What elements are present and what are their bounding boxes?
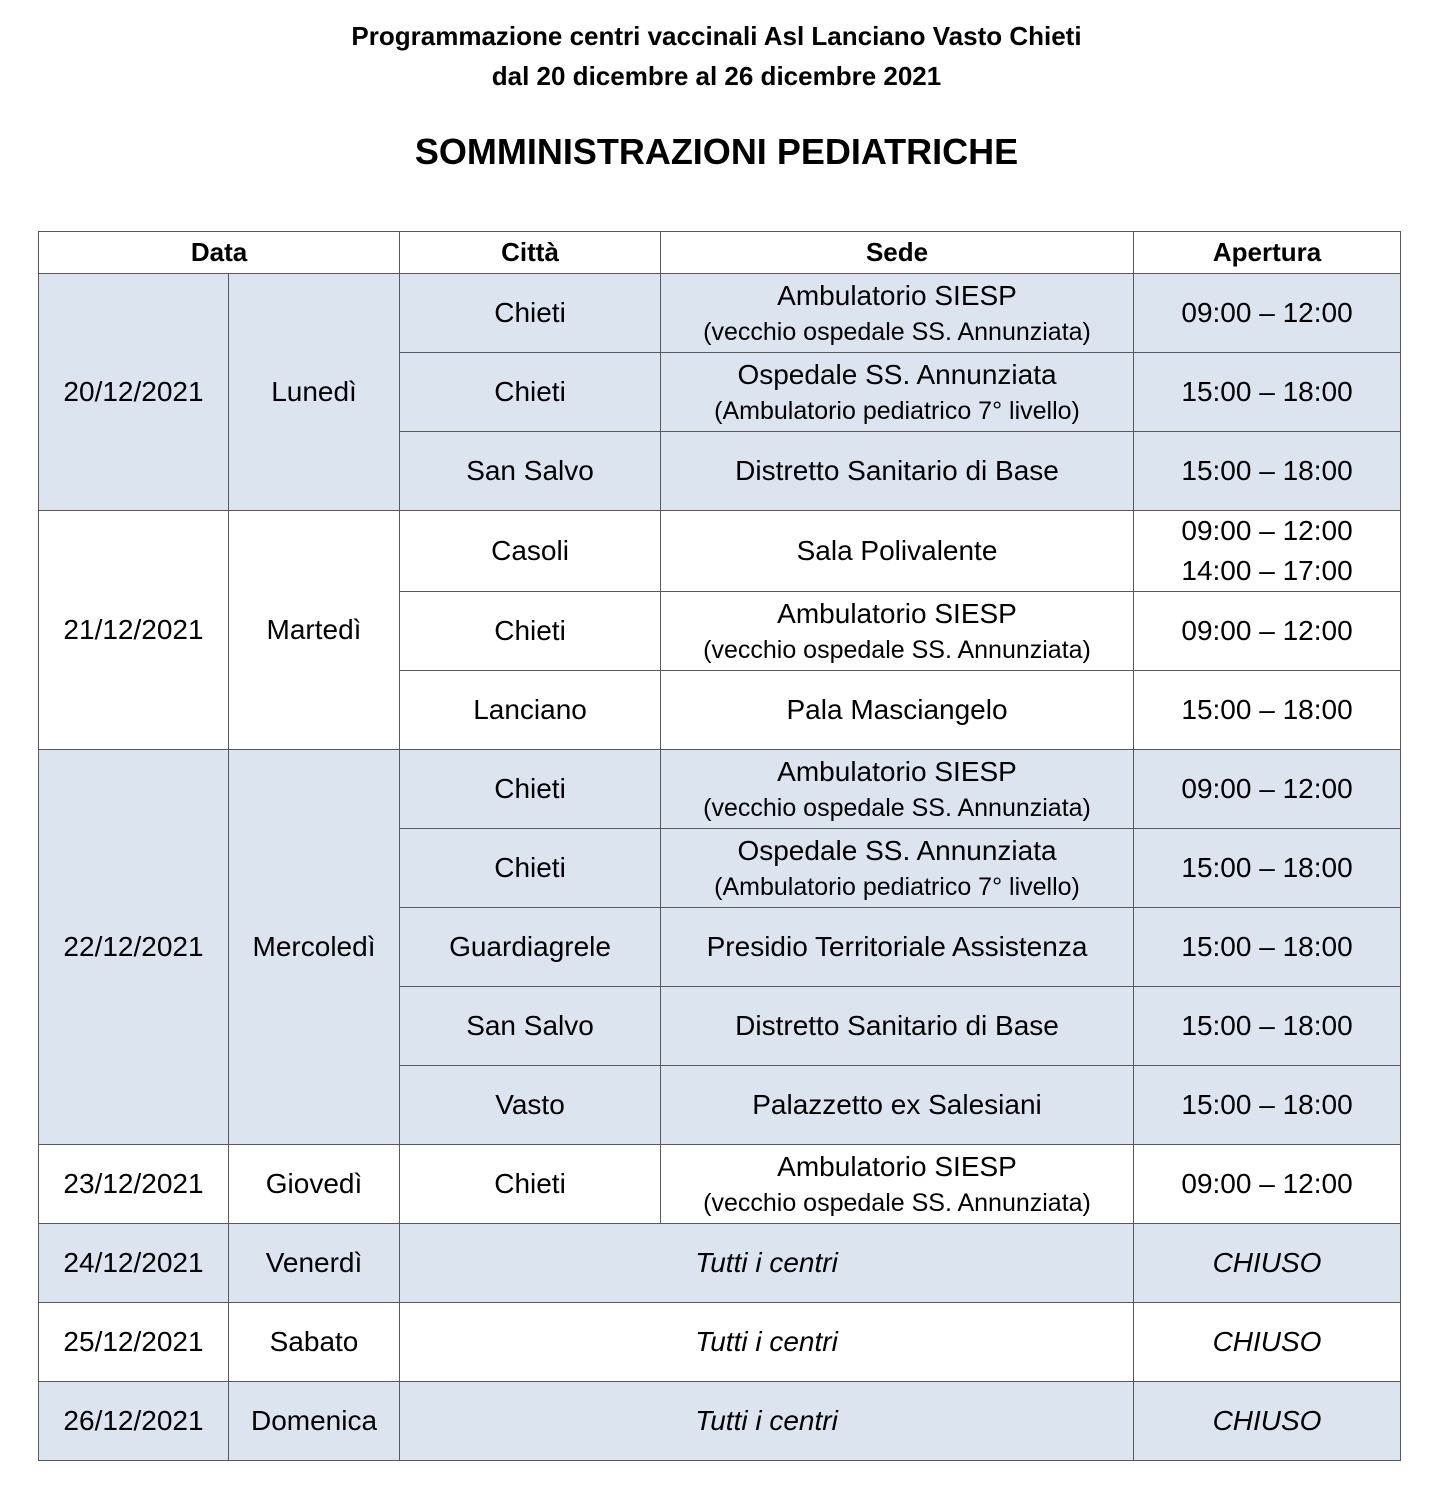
date-cell: 21/12/2021 xyxy=(39,511,229,750)
closed-centers-cell: Tutti i centri xyxy=(400,1382,1134,1461)
column-header-data: Data xyxy=(39,232,400,274)
city-cell: San Salvo xyxy=(400,987,661,1066)
site-note: (vecchio ospedale SS. Annunziata) xyxy=(703,1189,1091,1217)
date-cell: 23/12/2021 xyxy=(39,1145,229,1224)
hours-cell: 15:00 – 18:00 xyxy=(1134,432,1401,511)
date-cell: 24/12/2021 xyxy=(39,1224,229,1303)
column-header-citta: Città xyxy=(400,232,661,274)
document-date-range: dal 20 dicembre al 26 dicembre 2021 xyxy=(491,61,942,91)
city-cell: San Salvo xyxy=(400,432,661,511)
table-row-closed xyxy=(39,1224,1401,1303)
site-name: Ambulatorio SIESP xyxy=(777,280,1017,311)
hours-cell: 15:00 – 18:00 xyxy=(1134,908,1401,987)
site-name: Ospedale SS. Annunziata xyxy=(737,835,1057,866)
section-title: SOMMINISTRAZIONI PEDIATRICHE xyxy=(414,131,1019,172)
closed-centers-cell: Tutti i centri xyxy=(400,1224,1134,1303)
closed-status-cell: CHIUSO xyxy=(1134,1382,1401,1461)
site-note: (vecchio ospedale SS. Annunziata) xyxy=(703,318,1091,346)
closed-centers-cell: Tutti i centri xyxy=(400,1303,1134,1382)
date-cell: 25/12/2021 xyxy=(39,1303,229,1382)
site-name: Ospedale SS. Annunziata xyxy=(737,359,1057,390)
hours-cell: 09:00 – 12:00 xyxy=(1134,750,1401,829)
date-cell: 22/12/2021 xyxy=(39,750,229,1145)
column-header-sede: Sede xyxy=(661,232,1134,274)
hours-slot-afternoon: 14:00 – 17:00 xyxy=(1181,555,1353,586)
site-note: (vecchio ospedale SS. Annunziata) xyxy=(703,794,1091,822)
city-cell: Chieti xyxy=(400,750,661,829)
hours-cell xyxy=(1134,511,1401,592)
weekday-cell: Domenica xyxy=(229,1382,400,1461)
document-title: Programmazione centri vaccinali Asl Lanciano Vasto Chieti xyxy=(351,21,1082,51)
site-cell xyxy=(661,592,1134,671)
site-cell: Distretto Sanitario di Base xyxy=(661,987,1134,1066)
hours-cell: 09:00 – 12:00 xyxy=(1134,1145,1401,1224)
hours-cell: 15:00 – 18:00 xyxy=(1134,987,1401,1066)
city-cell: Lanciano xyxy=(400,671,661,750)
table-row xyxy=(39,274,1401,353)
hours-cell: 15:00 – 18:00 xyxy=(1134,353,1401,432)
closed-status-cell: CHIUSO xyxy=(1134,1224,1401,1303)
site-name: Ambulatorio SIESP xyxy=(777,598,1017,629)
hours-cell: 15:00 – 18:00 xyxy=(1134,671,1401,750)
hours-cell: 15:00 – 18:00 xyxy=(1134,1066,1401,1145)
site-cell: Palazzetto ex Salesiani xyxy=(661,1066,1134,1145)
table-row-closed xyxy=(39,1303,1401,1382)
city-cell: Guardiagrele xyxy=(400,908,661,987)
city-cell: Vasto xyxy=(400,1066,661,1145)
hours-cell: 09:00 – 12:00 xyxy=(1134,592,1401,671)
hours-cell: 09:00 – 12:00 xyxy=(1134,274,1401,353)
weekday-cell: Giovedì xyxy=(229,1145,400,1224)
site-cell: Pala Masciangelo xyxy=(661,671,1134,750)
site-note: (Ambulatorio pediatrico 7° livello) xyxy=(714,873,1080,901)
city-cell: Chieti xyxy=(400,829,661,908)
site-cell xyxy=(661,1145,1134,1224)
table-row xyxy=(39,511,1401,592)
weekday-cell: Sabato xyxy=(229,1303,400,1382)
site-cell: Distretto Sanitario di Base xyxy=(661,432,1134,511)
table-row xyxy=(39,750,1401,829)
table-row-closed xyxy=(39,1382,1401,1461)
site-cell: Sala Polivalente xyxy=(661,511,1134,592)
column-header-apertura: Apertura xyxy=(1134,232,1401,274)
site-note: (vecchio ospedale SS. Annunziata) xyxy=(703,636,1091,664)
weekday-cell: Martedì xyxy=(229,511,400,750)
closed-status-cell: CHIUSO xyxy=(1134,1303,1401,1382)
weekday-cell: Lunedì xyxy=(229,274,400,511)
site-cell: Presidio Territoriale Assistenza xyxy=(661,908,1134,987)
site-name: Ambulatorio SIESP xyxy=(777,756,1017,787)
site-cell xyxy=(661,274,1134,353)
city-cell: Chieti xyxy=(400,592,661,671)
vaccination-schedule-table xyxy=(38,231,1401,1461)
site-cell xyxy=(661,750,1134,829)
city-cell: Chieti xyxy=(400,274,661,353)
date-cell: 26/12/2021 xyxy=(39,1382,229,1461)
hours-cell: 15:00 – 18:00 xyxy=(1134,829,1401,908)
weekday-cell: Mercoledì xyxy=(229,750,400,1145)
site-cell xyxy=(661,353,1134,432)
city-cell: Casoli xyxy=(400,511,661,592)
city-cell: Chieti xyxy=(400,1145,661,1224)
site-cell xyxy=(661,829,1134,908)
table-header-row xyxy=(39,232,1401,274)
date-cell: 20/12/2021 xyxy=(39,274,229,511)
hours-slot-morning: 09:00 – 12:00 xyxy=(1181,515,1353,546)
table-row xyxy=(39,1145,1401,1224)
city-cell: Chieti xyxy=(400,353,661,432)
site-name: Ambulatorio SIESP xyxy=(777,1151,1017,1182)
weekday-cell: Venerdì xyxy=(229,1224,400,1303)
site-note: (Ambulatorio pediatrico 7° livello) xyxy=(714,397,1080,425)
